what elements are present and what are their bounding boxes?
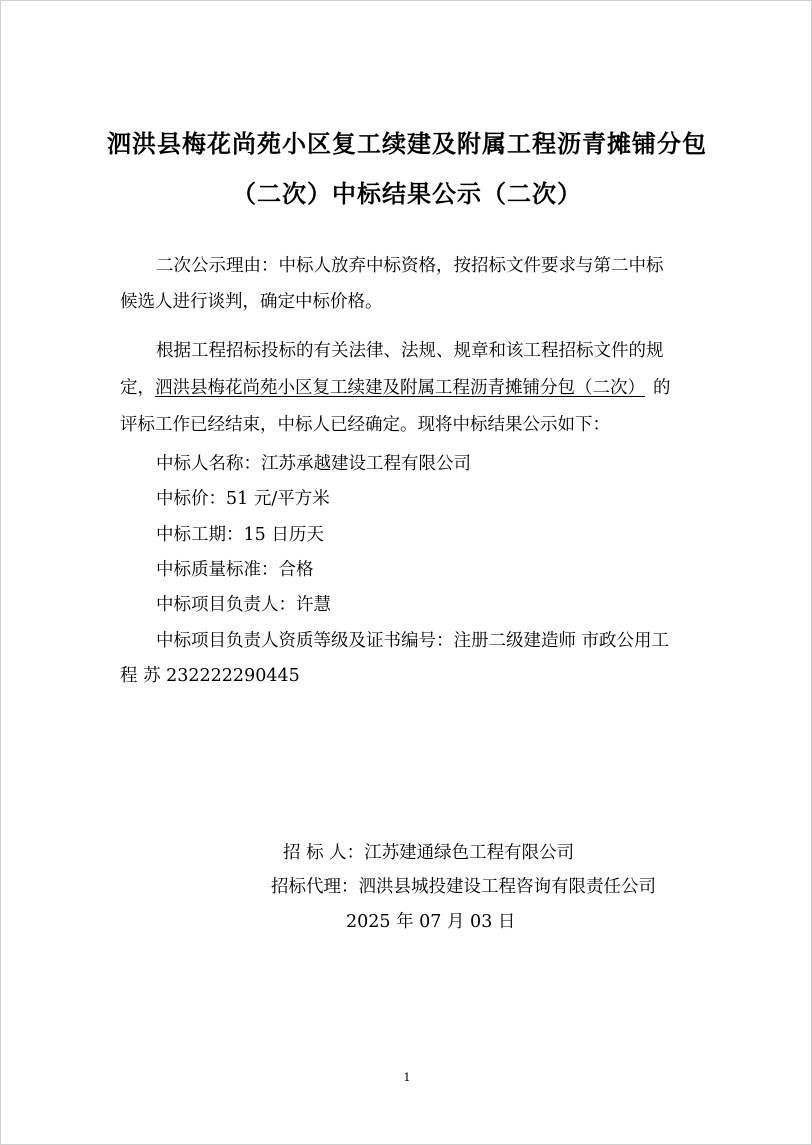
basis-line1: 根据工程招标投标的有关法律、法规、规章和该工程招标文件的规 [156, 341, 664, 361]
basis-line2-suffix: 的 [653, 378, 671, 398]
construction-period: 中标工期：15 日历天 [156, 525, 324, 545]
tender-agent: 招标代理：泗洪县城投建设工程咨询有限责任公司 [271, 877, 656, 897]
page-number: 1 [403, 1071, 411, 1084]
quality-standard: 中标质量标准：合格 [156, 560, 314, 580]
document-title-line1: 泗洪县梅花尚苑小区复工续建及附属工程沥青摊铺分包 [107, 130, 707, 158]
basis-line3: 评标工作已经结束，中标人已经确定。现将中标结果公示如下： [120, 415, 610, 435]
basis-line2-prefix: 定， [120, 378, 155, 398]
winner-name: 中标人名称：江苏承越建设工程有限公司 [156, 454, 471, 474]
winning-price: 中标价：51 元/平方米 [156, 489, 330, 509]
basis-line2 [120, 376, 671, 400]
signature-date: 2025 年 07 月 03 日 [346, 912, 516, 932]
project-manager: 中标项目负责人：许慧 [156, 595, 331, 615]
reason-line2: 候选人进行谈判，确定中标价格。 [120, 292, 383, 312]
tenderer: 招 标 人：江苏建通绿色工程有限公司 [283, 843, 575, 863]
document-title-line2: （二次）中标结果公示（二次） [232, 180, 582, 208]
qualification-line2: 程 苏 232222290445 [120, 666, 300, 686]
project-name: 泗洪县梅花尚苑小区复工续建及附属工程沥青摊铺分包（二次） [155, 378, 645, 398]
qualification-line1: 中标项目负责人资质等级及证书编号：注册二级建造师 市政公用工 [156, 631, 670, 651]
reason-line1: 二次公示理由：中标人放弃中标资格，按招标文件要求与第二中标 [156, 256, 664, 276]
